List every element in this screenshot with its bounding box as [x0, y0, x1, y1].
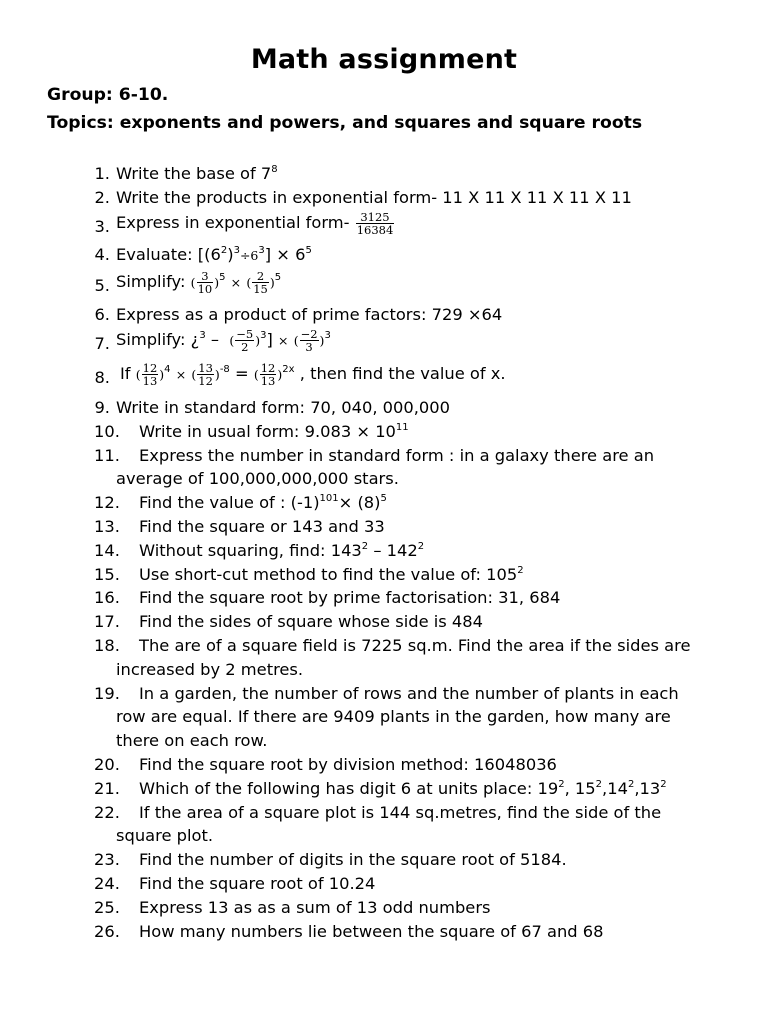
question-text: If ( $\frac{12}{13}$ )$^4$ × ( $\frac{13}{12}$ )$^{-8}$ = ( $\frac{12}{13}$ )$^{2x}$ , then find the value of x. [120, 361, 506, 388]
question-number: 3. [94, 217, 110, 236]
question-number: 12. [94, 493, 120, 512]
question-text: Simplify: ¿$^3$ – ( $\frac{-5}{2}$ )$^3$] × ( $\frac{-2}{3}$ )$^3$ [116, 327, 331, 354]
question-number: 15. [94, 565, 120, 584]
question-text: Find the square root by prime factorisation: 31, 684 [139, 588, 561, 607]
question-text: Find the square root of 10.24 [139, 874, 376, 893]
fraction: $\frac{-5}{2}$ [236, 327, 254, 354]
question-text: How many numbers lie between the square of 67 and 68 [139, 922, 604, 941]
question-text: Without squaring, find: $143^2 - 142^2$ [139, 541, 425, 560]
question-22-continuation: square plot. [116, 826, 214, 845]
question-number: 7. [94, 334, 110, 353]
question-number: 2. [94, 188, 110, 207]
fraction: $\frac{3125}{16384}$ [356, 210, 394, 237]
question-text: Express 13 as as a sum of 13 odd numbers [139, 898, 491, 917]
question-text: Write the products in exponential form- 11 X 11 X 11 X 11 X 11 [116, 188, 632, 207]
question-number: 14. [94, 541, 120, 560]
question-19-continuation: row are equal. If there are 9409 plants in the garden, how many are [116, 707, 671, 726]
question-text: Simplify: ( $\frac{3}{10}$ )$^5$ × ( $\frac{2}{15}$ )$^5$ [116, 269, 282, 296]
question-number: 23. [94, 850, 120, 869]
question-text: Express as a product of prime factors: 729 ×64 [116, 305, 503, 324]
question-text: Find the sides of square whose side is 484 [139, 612, 484, 631]
question-text: The are of a square field is 7225 sq.m. Find the area if the sides are [139, 636, 691, 655]
question-11-continuation: average of 100,000,000,000 stars. [116, 469, 399, 488]
question-number: 26. [94, 922, 120, 941]
question-number: 8. [94, 368, 110, 387]
question-text: Which of the following has digit 6 at units place: $19^2$, $15^2,14^2,13^2$ [139, 779, 667, 798]
question-number: 20. [94, 755, 120, 774]
fraction: $\frac{12}{13}$ [142, 361, 158, 388]
fraction: $\frac{12}{13}$ [260, 361, 276, 388]
question-number: 24. [94, 874, 120, 893]
fraction: $\frac{3}{10}$ [197, 269, 213, 296]
question-text: Write in usual form: $9.083 \times 10^{11}$ [139, 422, 409, 441]
topics-line: Topics: exponents and powers, and squares and square roots [47, 113, 643, 133]
question-text: Write in standard form: 70, 040, 000,000 [116, 398, 451, 417]
group-line: Group: 6-10. [47, 85, 169, 105]
question-number: 1. [94, 164, 110, 183]
question-number: 11. [94, 446, 120, 465]
question-number: 16. [94, 588, 120, 607]
question-text: Use short-cut method to find the value of: $105^2$ [139, 565, 524, 584]
question-number: 21. [94, 779, 120, 798]
question-text: Evaluate: $[(6^2)^3\div 6^3] \times 6^5$ [116, 245, 312, 264]
question-text: In a garden, the number of rows and the number of plants in each [139, 684, 679, 703]
question-number: 10. [94, 422, 120, 441]
question-text: Express in exponential form- $\frac{3125}{16384}$ [116, 210, 394, 237]
question-number: 5. [94, 276, 110, 295]
fraction: $\frac{2}{15}$ [253, 269, 268, 296]
question-text: Write the base of $7^8$ [116, 164, 278, 183]
question-number: 13. [94, 517, 120, 536]
question-text: Find the square or 143 and 33 [139, 517, 385, 536]
question-number: 6. [94, 305, 110, 324]
question-number: 4. [94, 245, 110, 264]
document-title: Math assignment [250, 44, 518, 75]
question-number: 19. [94, 684, 120, 703]
fraction: $\frac{-2}{3}$ [300, 327, 318, 354]
question-number: 25. [94, 898, 120, 917]
question-number: 18. [94, 636, 120, 655]
fraction: $\frac{13}{12}$ [198, 361, 213, 388]
question-18-continuation: increased by 2 metres. [116, 660, 304, 679]
question-text: Express the number in standard form : in a galaxy there are an [139, 446, 655, 465]
question-text: Find the number of digits in the square root of 5184. [139, 850, 567, 869]
question-text: If the area of a square plot is 144 sq.metres, find the side of the [139, 803, 662, 822]
question-19-continuation: there on each row. [116, 731, 268, 750]
question-text: Find the value of : $(-1)^{101}\times (8)^5$ [139, 493, 387, 512]
question-number: 22. [94, 803, 120, 822]
question-number: 9. [94, 398, 110, 417]
question-text: Find the square root by division method: 16048036 [139, 755, 557, 774]
question-number: 17. [94, 612, 120, 631]
